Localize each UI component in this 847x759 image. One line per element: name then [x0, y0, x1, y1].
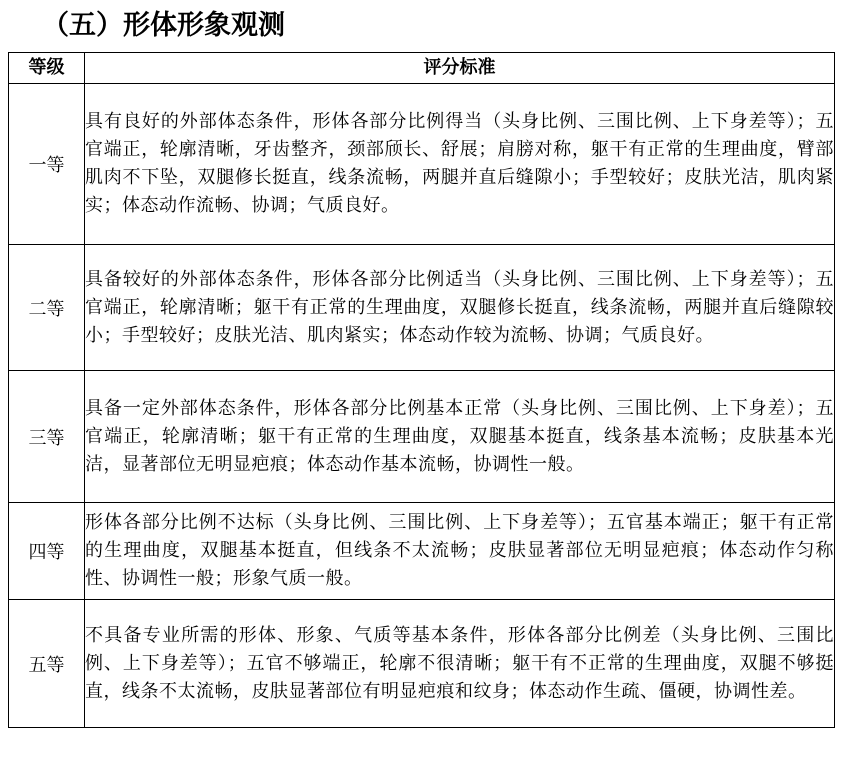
grade-cell: 五等 — [9, 600, 85, 728]
table-row — [9, 371, 835, 503]
grading-table — [8, 52, 835, 728]
table-row — [9, 600, 835, 728]
grade-cell: 四等 — [9, 503, 85, 600]
criteria-cell: 具备一定外部体态条件，形体各部分比例基本正常（头身比例、三围比例、上下身差）；五官端正，轮廓清晰；躯干有正常的生理曲度，双腿基本挺直，线条基本流畅；皮肤基本光洁，显著部位无明显疤痕；体态动作基本流畅，协调性一般。 — [85, 371, 835, 503]
criteria-cell: 形体各部分比例不达标（头身比例、三围比例、上下身差等）；五官基本端正；躯干有正常的生理曲度，双腿基本挺直，但线条不太流畅；皮肤显著部位无明显疤痕；体态动作匀称性、协调性一般；形象气质一般。 — [85, 503, 835, 600]
table-row — [9, 84, 835, 245]
table-row — [9, 245, 835, 371]
criteria-cell: 具有良好的外部体态条件，形体各部分比例得当（头身比例、三围比例、上下身差等）；五官端正，轮廓清晰，牙齿整齐，颈部颀长、舒展；肩膀对称，躯干有正常的生理曲度，臂部肌肉不下坠，双腿修长挺直，线条流畅，两腿并直后缝隙小；手型较好；皮肤光洁，肌肉紧实；体态动作流畅、协调；气质良好。 — [85, 84, 835, 245]
header-criteria: 评分标准 — [85, 53, 835, 84]
grade-cell: 一等 — [9, 84, 85, 245]
header-grade: 等级 — [9, 53, 85, 84]
grade-cell: 二等 — [9, 245, 85, 371]
grade-cell: 三等 — [9, 371, 85, 503]
criteria-cell: 具备较好的外部体态条件，形体各部分比例适当（头身比例、三围比例、上下身差等）；五官端正，轮廓清晰；躯干有正常的生理曲度，双腿修长挺直，线条流畅，两腿并直后缝隙较小；手型较好；皮肤光洁、肌肉紧实；体态动作较为流畅、协调；气质良好。 — [85, 245, 835, 371]
table-row — [9, 503, 835, 600]
section-title: （五）形体形象观测 — [42, 10, 285, 41]
criteria-cell: 不具备专业所需的形体、形象、气质等基本条件，形体各部分比例差（头身比例、三围比例、上下身差等）；五官不够端正，轮廓不很清晰；躯干有不正常的生理曲度，双腿不够挺直，线条不太流畅，皮肤显著部位有明显疤痕和纹身；体态动作生疏、僵硬，协调性差。 — [85, 600, 835, 728]
table-header-row — [9, 53, 835, 84]
